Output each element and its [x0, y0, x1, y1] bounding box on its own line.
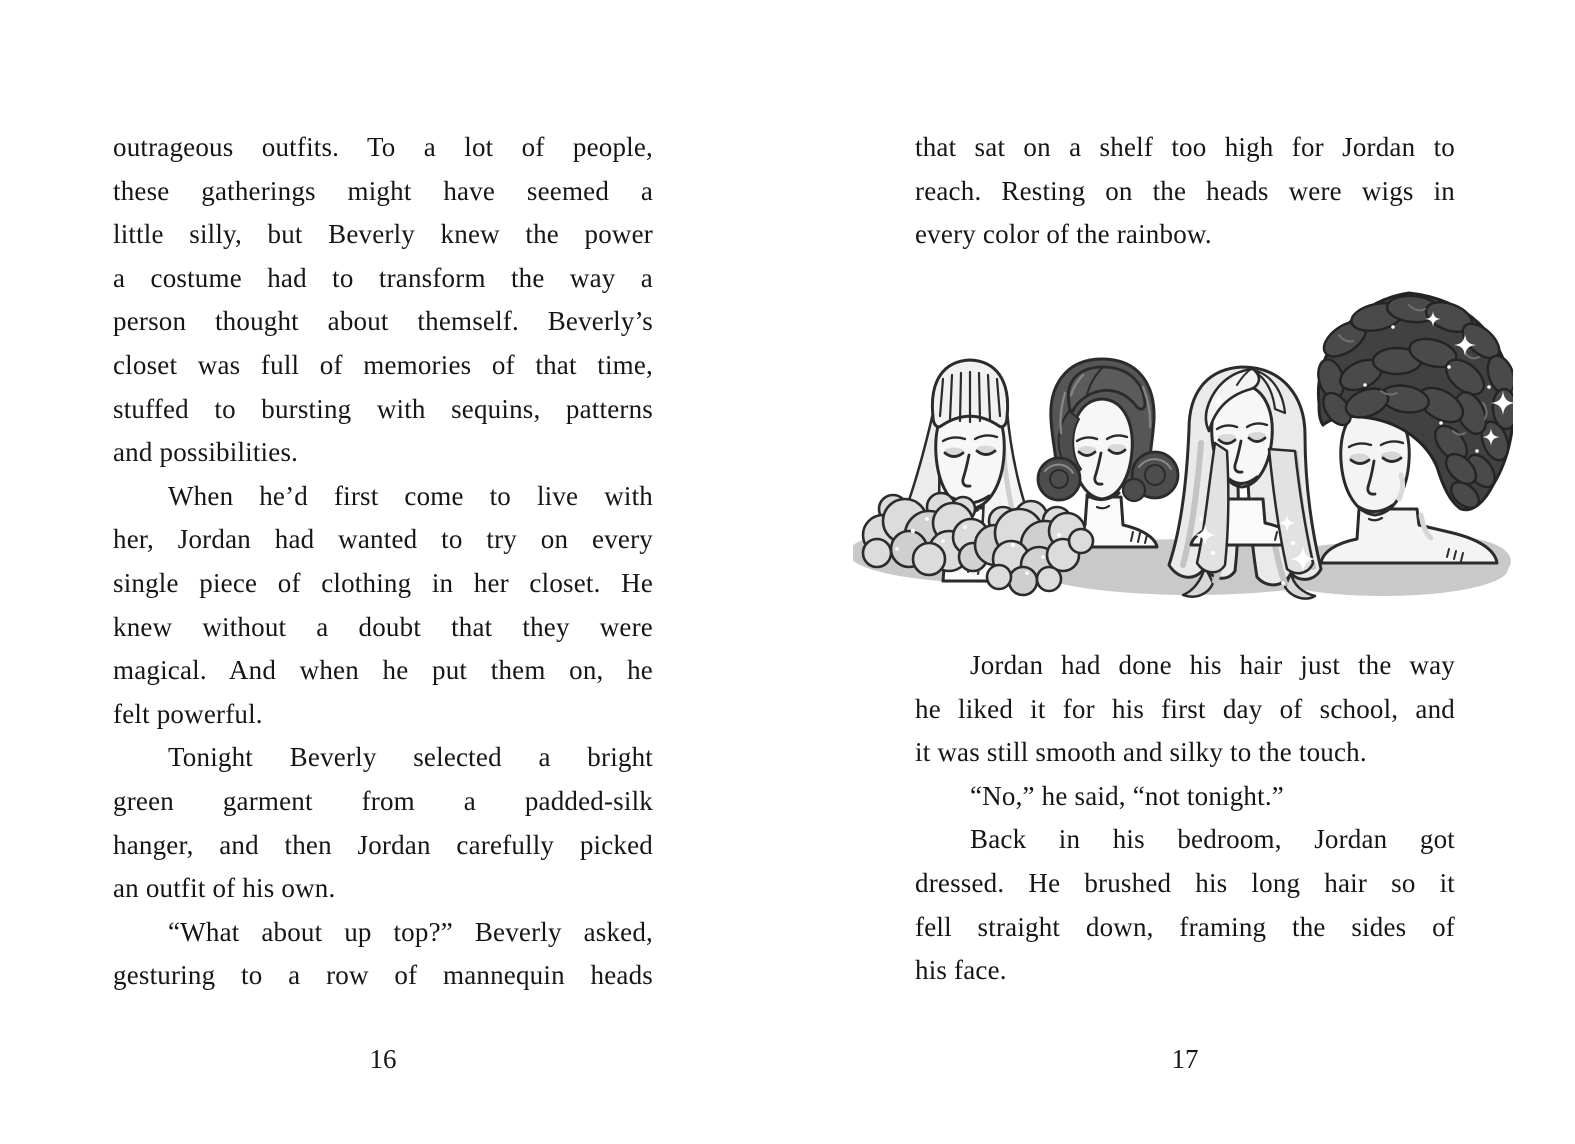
text-line: dressed. He brushed his long hair so it	[915, 867, 1455, 898]
text-line: Tonight Beverly selected a bright	[168, 742, 653, 773]
right-page-text-column-top	[915, 126, 1455, 257]
text-line: single piece of clothing in her closet. He	[113, 567, 653, 598]
text-line: “What about up top?” Beverly asked,	[168, 916, 653, 947]
mannequin-head-4	[1314, 293, 1513, 563]
text-line: that sat on a shelf too high for Jordan to	[915, 132, 1455, 162]
text-line: knew without a doubt that they were	[113, 611, 653, 642]
text-line: stuffed to bursting with sequins, patterns	[113, 393, 653, 424]
left-page-text-column	[113, 126, 653, 998]
mannequin-heads-illustration	[853, 283, 1513, 610]
text-line: hanger, and then Jordan carefully picked	[113, 829, 653, 860]
text-line: felt powerful.	[113, 698, 263, 729]
text-line: “No,” he said, “not tonight.”	[970, 780, 1284, 811]
text-line: fell straight down, framing the sides of	[915, 911, 1455, 942]
paragraph	[113, 126, 653, 475]
text-line: and possibilities.	[113, 437, 299, 468]
book-page-left	[0, 0, 787, 1144]
paragraph	[915, 775, 1455, 819]
text-line: his face.	[915, 955, 1007, 986]
text-line: he liked it for his first day of school, and	[915, 693, 1455, 724]
text-line: Jordan had done his hair just the way	[970, 650, 1455, 680]
paragraph	[113, 736, 653, 910]
page-number-right: 17	[1171, 1044, 1199, 1074]
text-line: a costume had to transform the way a	[113, 262, 653, 293]
text-line: every color of the rainbow.	[915, 219, 1212, 250]
paragraph	[915, 126, 1455, 257]
text-line: gesturing to a row of mannequin heads	[113, 960, 653, 991]
text-line: magical. And when he put them on, he	[113, 655, 653, 686]
text-line: When he’d first come to live with	[168, 480, 653, 511]
page-number-left: 16	[369, 1044, 397, 1074]
text-line: closet was full of memories of that time,	[113, 349, 653, 380]
paragraph	[915, 818, 1455, 992]
text-line: reach. Resting on the heads were wigs in	[915, 175, 1455, 206]
text-line: these gatherings might have seemed a	[113, 175, 653, 206]
text-line: Back in his bedroom, Jordan got	[970, 824, 1455, 855]
paragraph	[113, 475, 653, 737]
right-page-text-column-bottom	[915, 644, 1455, 993]
paragraph	[915, 644, 1455, 775]
text-line: it was still smooth and silky to the touch.	[915, 737, 1367, 768]
text-line: little silly, but Beverly knew the power	[113, 219, 653, 250]
paragraph	[113, 911, 653, 998]
text-line: her, Jordan had wanted to try on every	[113, 524, 653, 555]
text-line: an outfit of his own.	[113, 873, 336, 904]
text-line: person thought about themself. Beverly’s	[113, 306, 653, 337]
text-line: green garment from a padded-silk	[113, 785, 653, 816]
text-line: outrageous outfits. To a lot of people,	[113, 132, 653, 162]
